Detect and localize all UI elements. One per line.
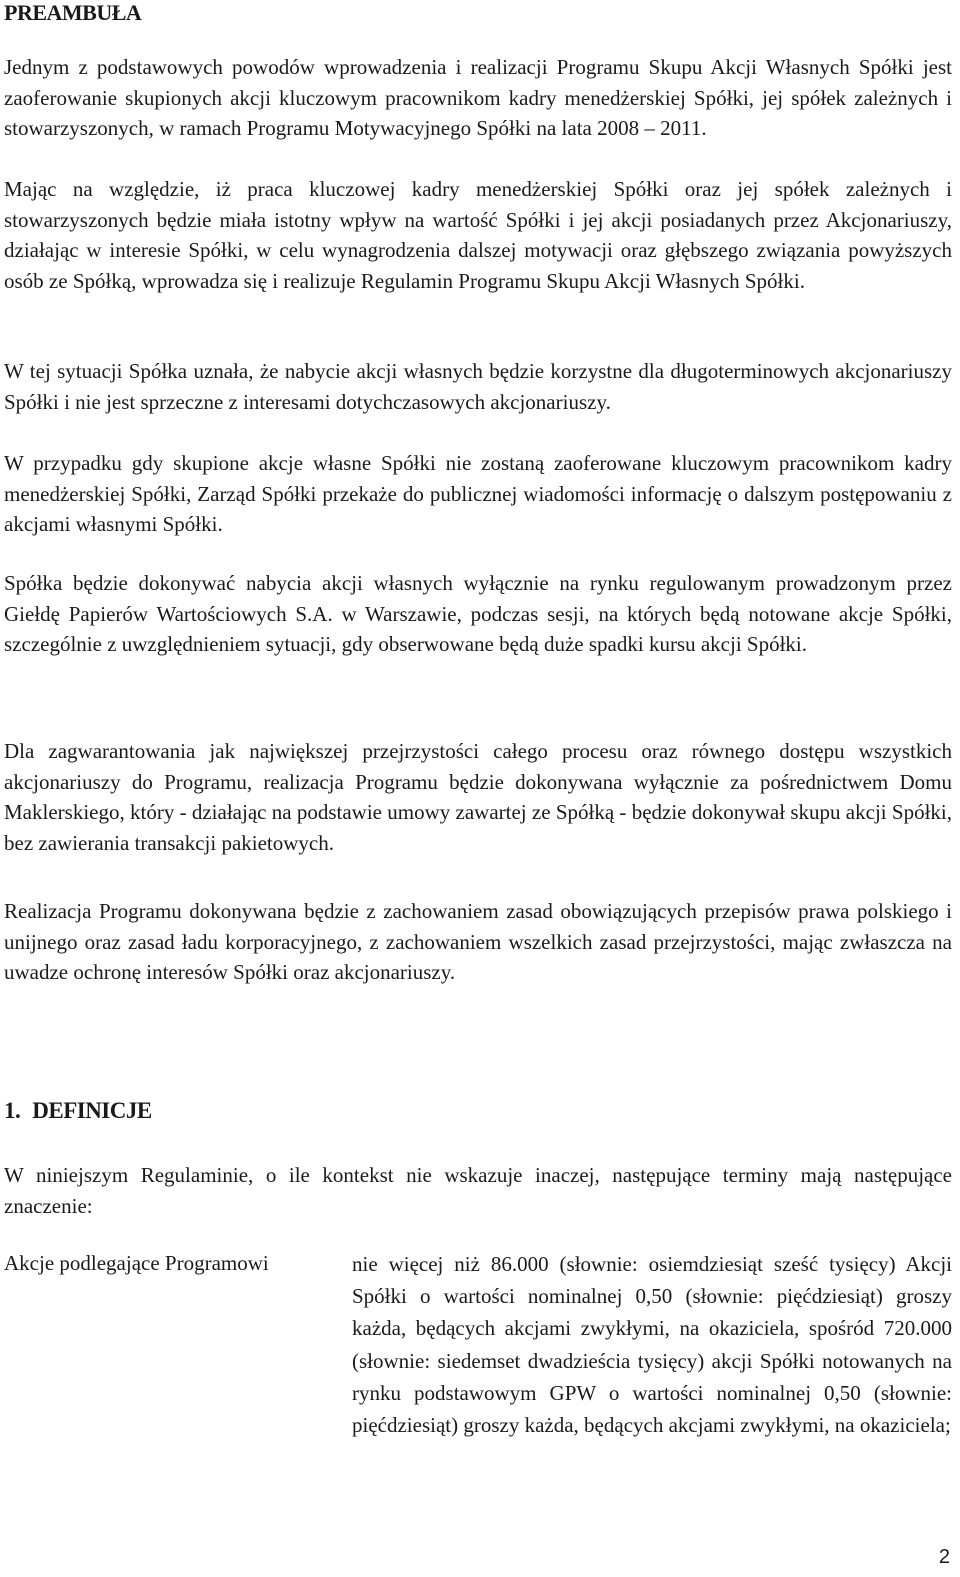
definition-term: Akcje podlegające Programowi <box>4 1251 269 1275</box>
preamble-paragraph-1: Jednym z podstawowych powodów wprowadzenia i realizacji Programu Skupu Akcji Własnych Spółki jest zaoferowanie skupionych akcji kluczowym pracownikom kadry menedżerskiej Spółki, jej spółek zależnych i stowarzyszonych, w ramach Programu Motywacyjnego Spółki na lata 2008 – 2011. <box>4 55 952 140</box>
preamble-paragraph-7: Realizacja Programu dokonywana będzie z zachowaniem zasad obowiązujących przepisów prawa polskiego i unijnego oraz zasad ładu korporacyjnego, z zachowaniem wszelkich zasad przejrzystości, mając zwłaszcza na uwadze ochronę interesów Spółki oraz akcjonariuszy. <box>4 899 952 984</box>
section-number: 1. <box>4 1098 21 1123</box>
preamble-paragraph-3: W tej sytuacji Spółka uznała, że nabycie akcji własnych będzie korzystne dla długoterminowych akcjonariuszy Spółki i nie jest sprzeczne z interesami dotychczasowych akcjonariuszy. <box>4 359 952 414</box>
preamble-title: PREAMBUŁA <box>4 0 142 25</box>
preamble-paragraph-6: Dla zagwarantowania jak największej przejrzystości całego procesu oraz równego dostępu wszystkich akcjonariuszy do Programu, realizacja Programu będzie dokonywana wyłącznie za pośrednictwem Domu Maklerskiego, który - działając na podstawie umowy zawartej ze Spółką - będzie dokonywał skupu akcji Spółki, bez zawierania transakcji pakietowych. <box>4 739 952 855</box>
preamble-paragraph-5: Spółka będzie dokonywać nabycia akcji własnych wyłącznie na rynku regulowanym prowadzonym przez Giełdę Papierów Wartościowych S.A. w Warszawie, podczas sesji, na których będą notowane akcje Spółki, szczególnie z uwzględnieniem sytuacji, gdy obserwowane będą duże spadki kursu akcji Spółki. <box>4 571 952 656</box>
section-heading-definitions <box>4 1098 152 1124</box>
preamble-paragraph-4: W przypadku gdy skupione akcje własne Spółki nie zostaną zaoferowane kluczowym pracownikom kadry menedżerskiej Spółki, Zarząd Spółki przekaże do publicznej wiadomości informację o dalszym postępowaniu z akcjami własnymi Spółki. <box>4 451 952 536</box>
preamble-paragraph-2: Mając na względzie, iż praca kluczowej kadry menedżerskiej Spółki oraz jej spółek zależnych i stowarzyszonych będzie miała istotny wpływ na wartość Spółki i jej akcji posiadanych przez Akcjonariuszy, działając w interesie Spółki, w celu wynagrodzenia dalszej motywacji oraz głębszego związania powyższych osób ze Spółką, wprowadza się i realizuje Regulamin Programu Skupu Akcji Własnych Spółki. <box>4 177 952 293</box>
definition-text: nie więcej niż 86.000 (słownie: osiemdziesiąt sześć tysięcy) Akcji Spółki o wartości nominalnej 0,50 (słownie: pięćdziesiąt) groszy każda, będących akcjami zwykłymi, na okaziciela, spośród 720.000 (słownie: siedemset dwadzieścia tysięcy) akcji Spółki notowanych na rynku podstawowym GPW o wartości nominalnej 0,50 (słownie: pięćdziesiąt) groszy każda, będących akcjami zwykłymi, na okaziciela; <box>352 1252 952 1438</box>
definitions-intro: W niniejszym Regulaminie, o ile kontekst nie wskazuje inaczej, następujące terminy mają następujące znaczenie: <box>4 1163 952 1218</box>
page-number: 2 <box>938 1546 950 1568</box>
section-title: DEFINICJE <box>32 1098 152 1123</box>
